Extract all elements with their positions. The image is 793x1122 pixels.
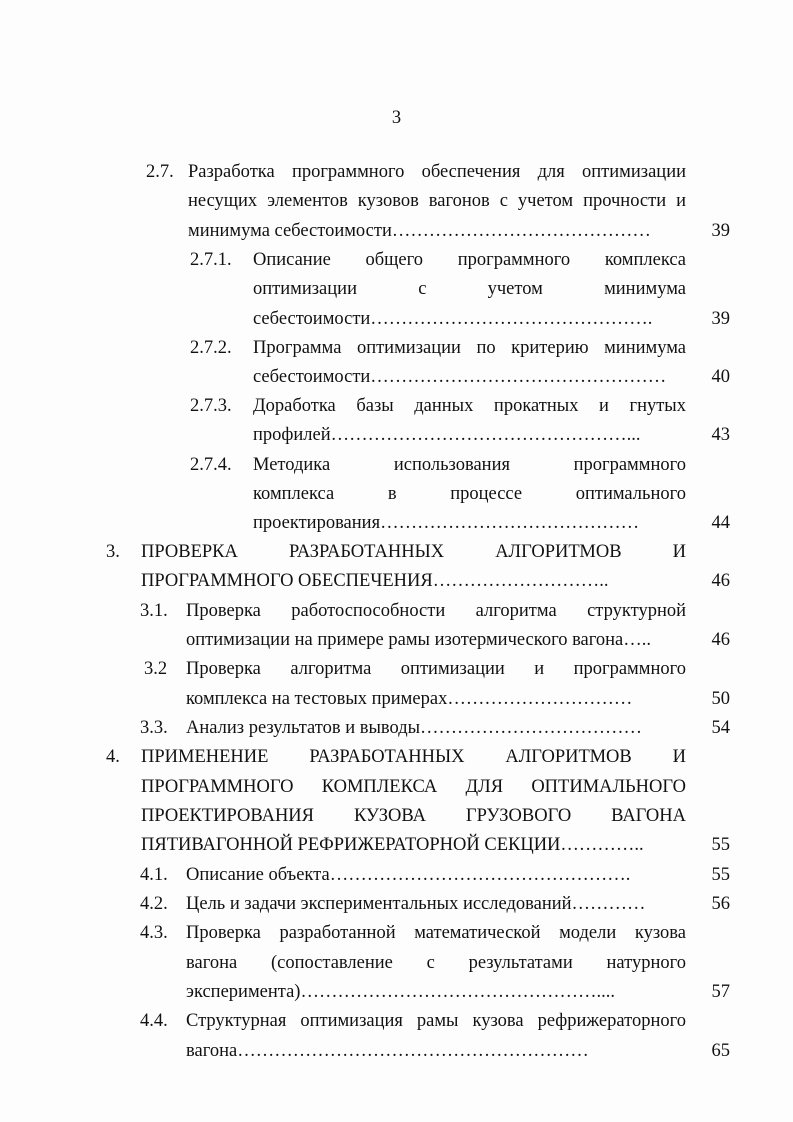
toc-line: комплекса в процессе оптимального [253,484,686,504]
toc-page: 39 [711,309,730,329]
toc-line: вагона………………………………………………… [186,1041,589,1061]
toc-number: 2.7.3. [190,396,232,416]
toc-line: Проверка алгоритма оптимизации и программного [186,659,686,679]
toc-line: ПРОВЕРКА РАЗРАБОТАННЫХ АЛГОРИТМОВ И [141,542,686,562]
toc-page: 55 [711,865,730,885]
toc-line: ПРОЕКТИРОВАНИЯ КУЗОВА ГРУЗОВОГО ВАГОНА [141,806,686,826]
toc-number: 2.7.4. [190,455,232,475]
toc-line: вагона (сопоставление с результатами натурного [186,953,686,973]
toc-page: 46 [711,630,730,650]
toc-page: 40 [711,367,730,387]
toc-line: проектирования…………………………………… [253,513,640,533]
toc-line: комплекса на тестовых примерах………………………… [186,689,633,709]
toc-page: 65 [711,1041,730,1061]
toc-line: минимума себестоимости…………………………………… [188,221,651,241]
toc-line: профилей…………………………………………... [253,425,641,445]
toc-number: 4.4. [140,1011,168,1031]
toc-page: 50 [711,689,730,709]
toc-number: 3.2 [144,659,168,679]
toc-line: себестоимости………………………………………. [253,309,653,329]
toc-number: 4. [106,747,120,767]
toc-number: 2.7. [146,162,174,182]
toc-line: Проверка работоспособности алгоритма структурной [186,601,686,621]
toc-number: 3.1. [140,601,168,621]
toc-number: 4.1. [140,865,168,885]
toc-line: несущих элементов кузовов вагонов с учетом прочности и [188,191,686,211]
toc-page: 44 [711,513,730,533]
toc-number: 2.7.1. [190,250,232,270]
toc-line: Разработка программного обеспечения для оптимизации [188,162,686,182]
toc-number: 4.2. [140,894,168,914]
toc-page: 56 [711,894,730,914]
toc-page: 46 [711,571,730,591]
toc-number: 3.3. [140,718,168,738]
toc-line: Доработка базы данных прокатных и гнутых [253,396,686,416]
toc-line: ПРОГРАММНОГО КОМПЛЕКСА ДЛЯ ОПТИМАЛЬНОГО [141,777,686,797]
toc-page: 43 [711,425,730,445]
toc-line: Структурная оптимизация рамы кузова рефрижераторного [186,1011,686,1031]
toc-line: себестоимости………………………………………… [253,367,667,387]
toc-line: ПЯТИВАГОННОЙ РЕФРИЖЕРАТОРНОЙ СЕКЦИИ………….. [141,835,644,855]
toc-line: оптимизации с учетом минимума [253,279,686,299]
toc-line: оптимизации на примере рамы изотермического вагона….. [186,630,652,650]
toc-line: ПРОГРАММНОГО ОБЕСПЕЧЕНИЯ……………………….. [141,571,609,591]
toc-line: ПРИМЕНЕНИЕ РАЗРАБОТАННЫХ АЛГОРИТМОВ И [141,747,686,767]
toc-line: Проверка разработанной математической модели кузова [186,923,686,943]
toc-page: 39 [711,221,730,241]
toc-number: 3. [106,542,120,562]
toc-number: 4.3. [140,923,168,943]
toc-line: Методика использования программного [253,455,686,475]
toc-page: 55 [711,835,730,855]
toc-line: Описание объекта…………………………………………. [186,865,631,885]
toc-line: Цель и задачи экспериментальных исследований………… [186,894,646,914]
page-number: 3 [391,108,402,128]
toc-line: Описание общего программного комплекса [253,250,686,270]
toc-page: 54 [711,718,730,738]
toc-number: 2.7.2. [190,338,232,358]
toc-line: эксперимента)………………………………………….... [186,982,615,1002]
toc-line: Программа оптимизации по критерию минимума [253,338,686,358]
toc-page: 57 [711,982,730,1002]
toc-line: Анализ результатов и выводы……………………………… [186,718,643,738]
